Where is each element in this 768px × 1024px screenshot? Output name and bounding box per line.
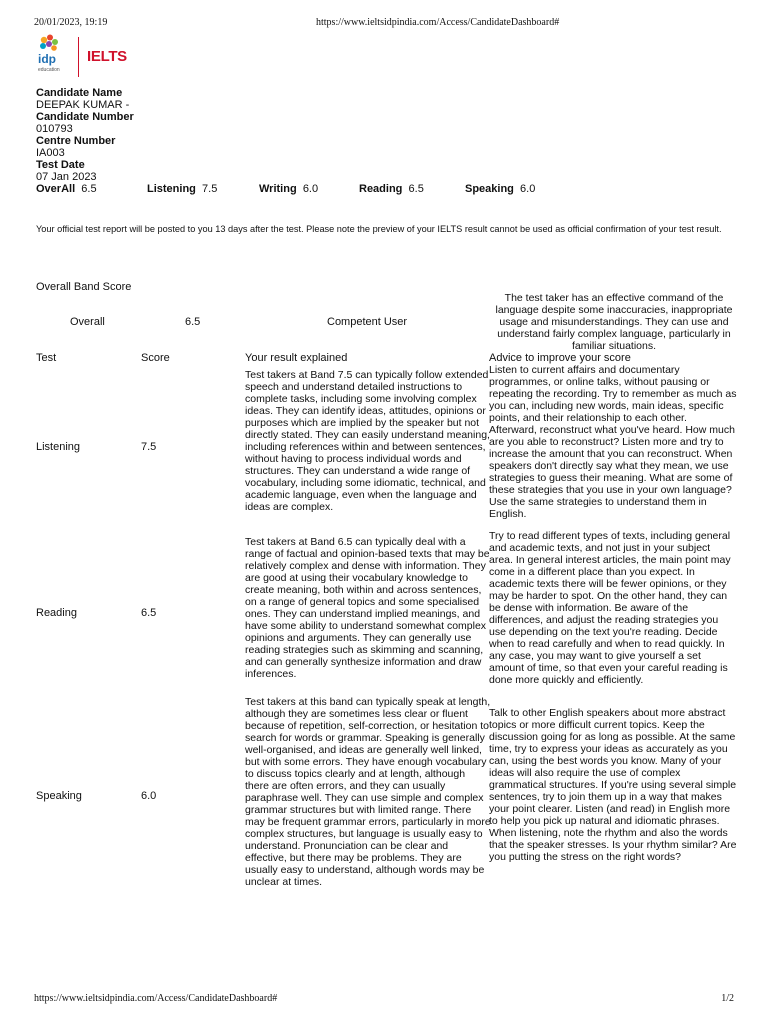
row-test-name: Speaking [36,790,82,802]
print-footer-url: https://www.ieltsidpindia.com/Access/CandidateDashboard# [34,993,278,1004]
centre-number-label: Centre Number [36,135,116,147]
row-score: 7.5 [141,441,157,453]
brand-logos [36,34,136,82]
score-speaking [465,183,535,195]
row-test-name: Listening [36,441,81,453]
score-label: Writing [259,183,297,195]
score-label: Speaking [465,183,514,195]
overall-score: 6.5 [185,316,201,328]
overall-description: The test taker has an effective command of the language despite some inaccuracies, inappropriate usage and misunderstandings. They can use and understand fairly complex language, particularly in familiar situations. [495,292,733,352]
idp-logo [36,34,66,80]
candidate-name-label: Candidate Name [36,87,123,99]
row-explained: Test takers at this band can typically speak at length, although they are sometimes less clear or fluent because of repetition, self-correction, or hesitation to search for words or grammar. Speaking is generally well-organised, and ideas are generally well linked, but with some errors. They have enough vocabulary to discuss topics clearly and at length, although there are often errors, and they can usually paraphrase well. They can use simple and complex grammar structures but with limited range. There may be frequent grammar errors, particularly in more complex structures, but language is usually easy to understand. Pronunciation can be clear and effective, but there may be problems. They are usually easy to understand, although words may be unclear at times. [245,696,491,888]
row-advice: Try to read different types of texts, including general and academic texts, and not just in your subject area. In general interest articles, the main point may come in a different place than you expect. In academic texts there will be fewer opinions, or they may be harder to spot. On the other hand, they can be dense with information. Be aware of the differences, and adjust the reading strategies you use depending on the text you're reading. Decide when to read carefully and when to read quickly. In any case, you may want to give yourself a set amount of time, so that even your careful reading is done more quickly and efficiently. [489,530,731,686]
overall-band-heading: Overall Band Score [36,281,132,293]
header-score: Score [141,352,170,364]
centre-number: IA003 [36,147,65,159]
row-explained: Test takers at Band 7.5 can typically follow extended speech and understand detailed instructions to complete tasks, including some involving complex ideas. They can identify ideas, attitudes, opinions or purposes which are implied by the speaker but not directly stated. They can easily understand meaning, including references within and between sentences, without having to process individual words and structures. They can understand a wide range of vocabulary, including some idiomatic, technical, and academic language, even when the language and ideas are complex. [245,369,490,513]
idp-subtext: education [38,67,60,73]
idp-wordmark: idp [38,52,56,66]
header-advice: Advice to improve your score [489,352,631,364]
score-summary [36,183,736,197]
score-listening [147,183,217,195]
print-page-number: 1/2 [721,993,734,1004]
result-notice: Your official test report will be posted to you 13 days after the test. Please note the preview of your IELTS result cannot be used as official confirmation of your test result. [36,224,722,234]
score-label: Listening [147,183,196,195]
logo-divider [78,37,79,77]
print-datetime: 20/01/2023, 19:19 [34,17,108,28]
overall-name: Overall [70,316,105,328]
test-date-label: Test Date [36,159,85,171]
row-advice: Talk to other English speakers about more abstract topics or more difficult current topics. Keep the discussion going for as long as possible. At the same time, try to express your ideas as accurately as you can, using the best words you know. Many of your ideas will also require the use of complex grammatical structures. If you're using several simple sentences, try to join them up in a way that makes your point clearer. Listen (and read) in English more to help you pick up natural and idiomatic phrases. When listening, note the rhythm and also the words that the speaker stresses. Is your rhythm similar? Are you putting the stress on the right words? [489,707,737,863]
score-label: Reading [359,183,403,195]
overall-level: Competent User [327,316,408,328]
score-value: 6.0 [520,183,536,195]
score-value: 6.5 [81,183,97,195]
row-explained: Test takers at Band 6.5 can typically deal with a range of factual and opinion-based texts that may be relatively complex and dense with information. They are good at using their vocabulary knowledge to create meaning, both within and across sentences, on a range of general topics and some specialised ones. They can understand implied meanings, and have some ability to understand somewhat complex opinions and arguments. They can generally use reading strategies such as skimming and scanning, and can generally synthesize information and draw inferences. [245,536,490,680]
header-test: Test [36,352,57,364]
ielts-logo: IELTS [87,48,127,65]
score-value: 6.5 [408,183,424,195]
score-writing [259,183,318,195]
row-test-name: Reading [36,607,77,619]
header-explained: Your result explained [245,352,348,364]
score-label: OverAll [36,183,76,195]
score-value: 6.0 [302,183,319,195]
row-advice: Listen to current affairs and documentary programmes, or online talks, without pausing or repeating the recording. Try to remember as much as you can, including new words, main ideas, specific points, and their relationship to each other. Afterward, reconstruct what you've heard. How much are you able to reconstruct? Listen more and try to increase the amount that you can reconstruct. When speakers don't directly say what they mean, we use strategies to guess their meaning. What are some of these strategies that you use in your own language? Use the same strategies to understand them in English. [489,364,737,520]
candidate-number-label: Candidate Number [36,111,134,123]
candidate-name: DEEPAK KUMAR - [36,99,130,111]
candidate-number: 010793 [36,123,73,135]
candidate-info [36,87,134,183]
print-url: https://www.ieltsidpindia.com/Access/CandidateDashboard# [316,17,560,28]
score-value: 7.5 [202,183,218,195]
row-score: 6.0 [141,790,157,802]
row-score: 6.5 [141,607,157,619]
score-reading [359,183,424,195]
score-overall [36,183,97,195]
test-date: 07 Jan 2023 [36,171,97,183]
